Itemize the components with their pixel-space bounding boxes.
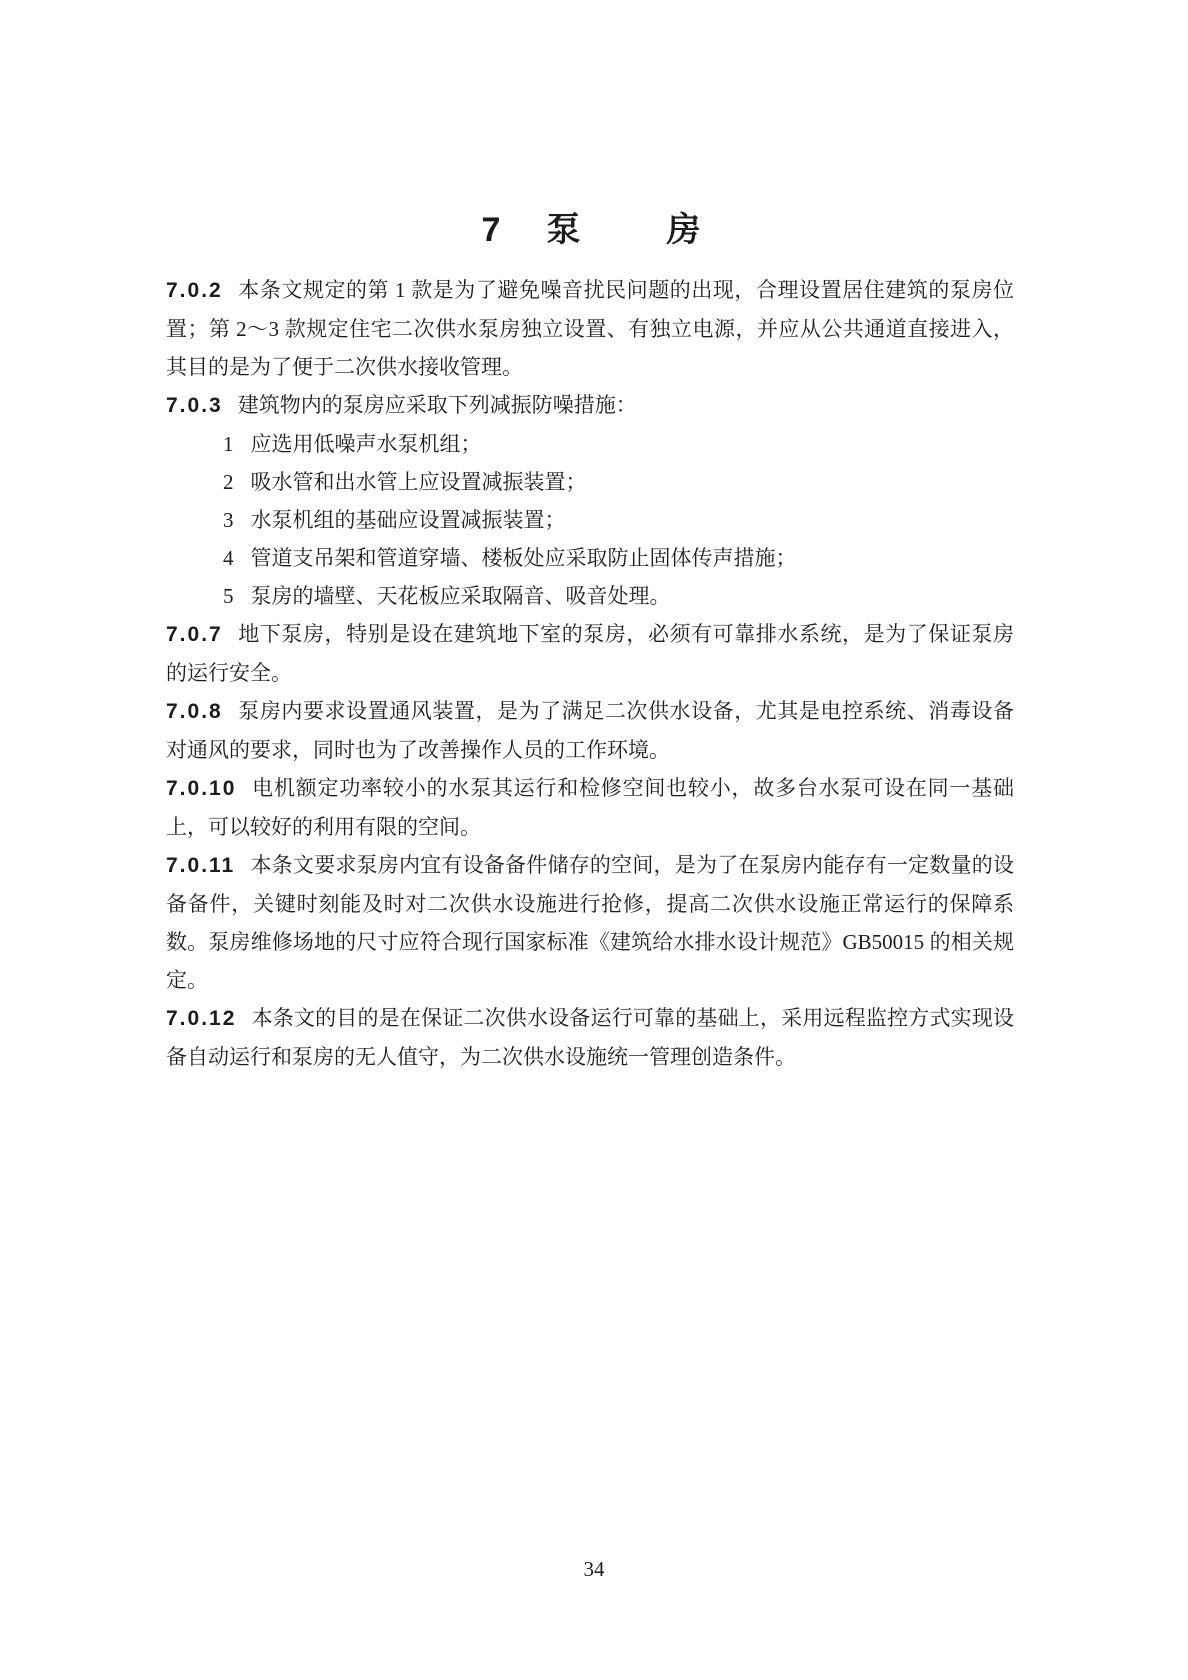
chapter-title: 7 泵 房: [481, 211, 707, 249]
clause-paragraph: [166, 692, 1014, 769]
document-body: [166, 271, 1014, 1076]
list-item: [166, 425, 1014, 463]
clause-text: 本条文要求泵房内宜有设备备件储存的空间，是为了在泵房内能存有一定数量的设备备件，关键时刻能及时对二次供水设施进行抢修，提高二次供水设施正常运行的保障系数。泵房维修场地的尺寸应符合现行国家标准《建筑给水排水设计规范》GB50015 的相关规定。: [166, 853, 1014, 992]
clause-paragraph: [166, 769, 1014, 846]
clause-number: 7.0.8: [166, 700, 223, 723]
clause-text: 电机额定功率较小的水泵其运行和检修空间也较小，故多台水泵可设在同一基础上，可以较好的利用有限的空间。: [166, 776, 1014, 839]
clause-number: 7.0.3: [166, 394, 223, 417]
item-number: 1: [223, 432, 234, 456]
item-text: 应选用低噪声水泵机组；: [250, 432, 482, 456]
item-number: 5: [223, 584, 234, 608]
item-text: 泵房的墙壁、天花板应采取隔音、吸音处理。: [250, 584, 671, 608]
item-number: 4: [223, 546, 234, 570]
item-number: 2: [223, 470, 234, 494]
clause-paragraph: [166, 386, 1014, 425]
clause-text: 本条文规定的第 1 款是为了避免噪音扰民问题的出现，合理设置居住建筑的泵房位置；第 2～3 款规定住宅二次供水泵房独立设置、有独立电源，并应从公共通道直接进入，其目的是为了便于二次供水接收管理。: [166, 278, 1014, 379]
item-text: 水泵机组的基础应设置减振装置；: [250, 508, 566, 532]
item-text: 吸水管和出水管上应设置减振装置；: [250, 470, 587, 494]
clause-paragraph: [166, 846, 1014, 999]
page-number: 34: [583, 1557, 605, 1581]
clause-text: 建筑物内的泵房应采取下列减振防噪措施：: [237, 393, 637, 417]
clause-number: 7.0.2: [166, 279, 223, 302]
list-item: [166, 577, 1014, 615]
item-text: 管道支吊架和管道穿墙、楼板处应采取防止固体传声措施；: [250, 546, 797, 570]
item-number: 3: [223, 508, 234, 532]
clause-number: 7.0.11: [166, 854, 236, 877]
clause-text: 泵房内要求设置通风装置，是为了满足二次供水设备，尤其是电控系统、消毒设备对通风的要求，同时也为了改善操作人员的工作环境。: [166, 699, 1014, 762]
list-item: [166, 463, 1014, 501]
clause-number: 7.0.10: [166, 777, 237, 800]
clause-number: 7.0.7: [166, 623, 223, 646]
list-item: [166, 539, 1014, 577]
clause-paragraph: [166, 615, 1014, 692]
clause-paragraph: [166, 271, 1014, 386]
list-item: [166, 501, 1014, 539]
clause-paragraph: [166, 999, 1014, 1076]
clause-number: 7.0.12: [166, 1007, 237, 1030]
clause-text: 本条文的目的是在保证二次供水设备运行可靠的基础上，采用远程监控方式实现设备自动运行和泵房的无人值守，为二次供水设施统一管理创造条件。: [166, 1006, 1014, 1069]
clause-text: 地下泵房，特别是设在建筑地下室的泵房，必须有可靠排水系统，是为了保证泵房的运行安全。: [166, 622, 1014, 685]
